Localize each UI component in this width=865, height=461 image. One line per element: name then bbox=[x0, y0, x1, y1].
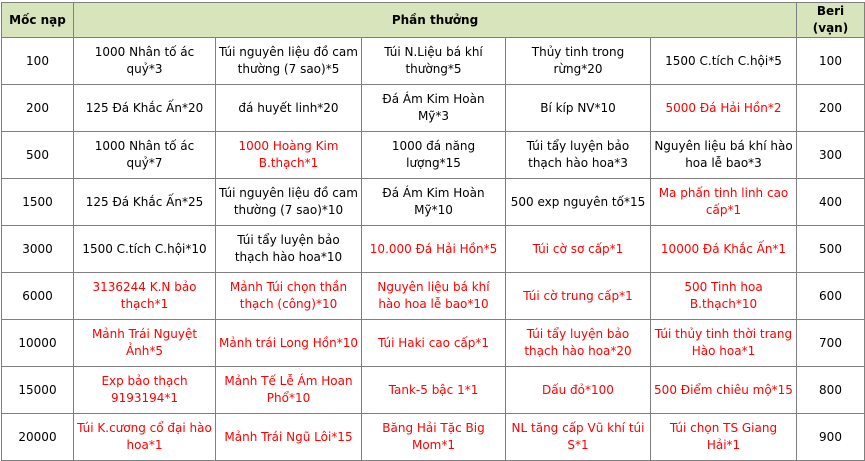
table-row bbox=[2, 320, 865, 367]
reward-cell: 5000 Đá Hải Hồn*2 bbox=[651, 85, 797, 132]
table-row bbox=[2, 85, 865, 132]
reward-cell: Thủy tinh trong rừng*20 bbox=[506, 38, 651, 85]
moc-nap-cell: 3000 bbox=[2, 226, 74, 273]
reward-cell: Đá Ám Kim Hoàn Mỹ*10 bbox=[362, 179, 506, 226]
reward-cell: 1500 C.tích C.hội*5 bbox=[651, 38, 797, 85]
reward-cell: Túi thủy tinh thời trang Hào hoa*1 bbox=[651, 320, 797, 367]
reward-cell: đá huyết linh*20 bbox=[216, 85, 362, 132]
reward-cell: Mảnh Trái Ngũ Lôi*15 bbox=[216, 414, 362, 461]
beri-cell: 200 bbox=[797, 85, 865, 132]
moc-nap-cell: 100 bbox=[2, 38, 74, 85]
reward-cell: Túi cờ trung cấp*1 bbox=[506, 273, 651, 320]
table-row bbox=[2, 226, 865, 273]
reward-cell: 10.000 Đá Hải Hồn*5 bbox=[362, 226, 506, 273]
table-row bbox=[2, 38, 865, 85]
reward-cell: NL tăng cấp Vũ khí túi S*1 bbox=[506, 414, 651, 461]
reward-cell: Túi tẩy luyện bảo thạch hào hoa*3 bbox=[506, 132, 651, 179]
beri-cell: 500 bbox=[797, 226, 865, 273]
reward-cell: Băng Hải Tặc Big Mom*1 bbox=[362, 414, 506, 461]
reward-cell: 1000 Nhân tố ác quỷ*7 bbox=[74, 132, 216, 179]
header-phan-thuong: Phần thưởng bbox=[74, 3, 797, 38]
reward-cell: 3136244 K.N bảo thạch*1 bbox=[74, 273, 216, 320]
reward-cell: Dấu đỏ*100 bbox=[506, 367, 651, 414]
reward-cell: Nguyên liệu bá khí hào hoa lễ bao*3 bbox=[651, 132, 797, 179]
beri-cell: 100 bbox=[797, 38, 865, 85]
reward-cell: 10000 Đá Khắc Ấn*1 bbox=[651, 226, 797, 273]
moc-nap-cell: 200 bbox=[2, 85, 74, 132]
header-moc-nap: Mốc nạp bbox=[2, 3, 74, 38]
reward-cell: 1000 đá năng lượng*15 bbox=[362, 132, 506, 179]
beri-cell: 600 bbox=[797, 273, 865, 320]
reward-cell: Túi cờ sơ cấp*1 bbox=[506, 226, 651, 273]
reward-cell: 1500 C.tích C.hội*10 bbox=[74, 226, 216, 273]
reward-cell: Ma phấn tinh linh cao cấp*1 bbox=[651, 179, 797, 226]
rewards-table bbox=[1, 2, 865, 461]
reward-cell: Bí kíp NV*10 bbox=[506, 85, 651, 132]
reward-cell: Nguyên liệu bá khí hào hoa lễ bao*10 bbox=[362, 273, 506, 320]
reward-cell: Túi nguyên liệu đồ cam thường (7 sao)*5 bbox=[216, 38, 362, 85]
reward-cell: Mảnh Túi chọn thần thạch (công)*10 bbox=[216, 273, 362, 320]
header-beri: Beri (vạn) bbox=[797, 3, 865, 38]
reward-cell: Túi nguyên liệu đồ cam thường (7 sao)*10 bbox=[216, 179, 362, 226]
reward-cell: Mảnh Tế Lễ Ám Hoan Phổ*10 bbox=[216, 367, 362, 414]
table-header bbox=[2, 3, 865, 38]
moc-nap-cell: 15000 bbox=[2, 367, 74, 414]
beri-cell: 300 bbox=[797, 132, 865, 179]
reward-cell: Tank-5 bậc 1*1 bbox=[362, 367, 506, 414]
header-row bbox=[2, 3, 865, 38]
table-row bbox=[2, 179, 865, 226]
reward-cell: Túi chọn TS Giang Hải*1 bbox=[651, 414, 797, 461]
table-row bbox=[2, 414, 865, 461]
beri-cell: 900 bbox=[797, 414, 865, 461]
reward-cell: 125 Đá Khắc Ấn*20 bbox=[74, 85, 216, 132]
reward-cell: Túi N.Liệu bá khí thường*5 bbox=[362, 38, 506, 85]
reward-cell: 125 Đá Khắc Ấn*25 bbox=[74, 179, 216, 226]
moc-nap-cell: 6000 bbox=[2, 273, 74, 320]
beri-cell: 800 bbox=[797, 367, 865, 414]
table-row bbox=[2, 367, 865, 414]
reward-cell: 500 Điểm chiêu mộ*15 bbox=[651, 367, 797, 414]
reward-cell: Đá Ám Kim Hoàn Mỹ*3 bbox=[362, 85, 506, 132]
table-row bbox=[2, 132, 865, 179]
reward-cell: 500 exp nguyên tố*15 bbox=[506, 179, 651, 226]
table-row bbox=[2, 273, 865, 320]
beri-cell: 700 bbox=[797, 320, 865, 367]
reward-cell: Mảnh trái Long Hồn*10 bbox=[216, 320, 362, 367]
reward-cell: 1000 Nhân tố ác quỷ*3 bbox=[74, 38, 216, 85]
reward-cell: Túi tẩy luyện bảo thạch hào hoa*20 bbox=[506, 320, 651, 367]
moc-nap-cell: 10000 bbox=[2, 320, 74, 367]
moc-nap-cell: 500 bbox=[2, 132, 74, 179]
moc-nap-cell: 20000 bbox=[2, 414, 74, 461]
reward-cell: 1000 Hoàng Kim B.thạch*1 bbox=[216, 132, 362, 179]
beri-cell: 400 bbox=[797, 179, 865, 226]
reward-cell: Túi Haki cao cấp*1 bbox=[362, 320, 506, 367]
reward-cell: Exp bảo thạch 9193194*1 bbox=[74, 367, 216, 414]
moc-nap-cell: 1500 bbox=[2, 179, 74, 226]
reward-cell: Túi K.cương cổ đại hào hoa*1 bbox=[74, 414, 216, 461]
reward-cell: Túi tẩy luyện bảo thạch hào hoa*10 bbox=[216, 226, 362, 273]
reward-cell: Mảnh Trái Nguyệt Ảnh*5 bbox=[74, 320, 216, 367]
table-body bbox=[2, 38, 865, 461]
reward-cell: 500 Tinh hoa B.thạch*10 bbox=[651, 273, 797, 320]
